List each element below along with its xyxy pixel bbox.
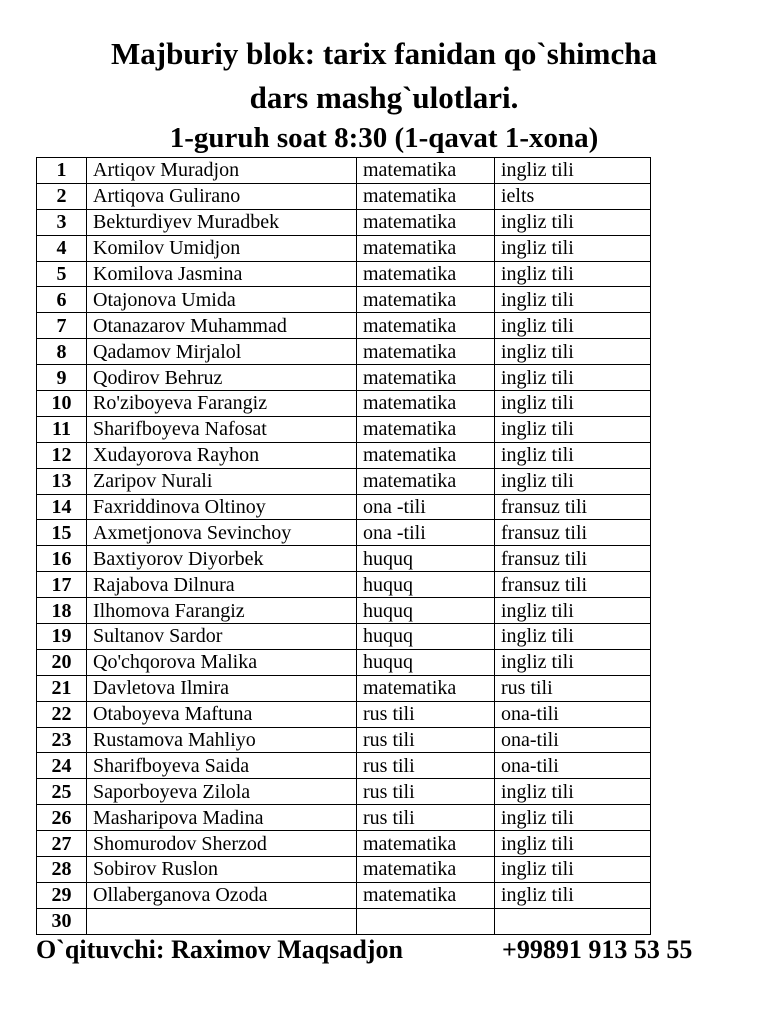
- student-name: Rajabova Dilnura: [87, 572, 357, 598]
- student-name: [87, 908, 357, 934]
- row-number: 1: [37, 158, 87, 184]
- student-name: Sharifboyeva Saida: [87, 753, 357, 779]
- row-number: 14: [37, 494, 87, 520]
- subject-2: ingliz tili: [495, 857, 651, 883]
- row-number: 18: [37, 598, 87, 624]
- subject-1: ona -tili: [357, 520, 495, 546]
- subject-2: ingliz tili: [495, 624, 651, 650]
- subject-2: ingliz tili: [495, 158, 651, 184]
- teacher-phone: +99891 913 53 55: [502, 935, 693, 964]
- subject-2: ingliz tili: [495, 339, 651, 365]
- student-name: Sobirov Ruslon: [87, 857, 357, 883]
- subject-1: huquq: [357, 598, 495, 624]
- student-name: Davletova Ilmira: [87, 675, 357, 701]
- table-row: [37, 494, 651, 520]
- subject-2: ingliz tili: [495, 831, 651, 857]
- subject-2: [495, 908, 651, 934]
- subject-1: rus tili: [357, 727, 495, 753]
- table-row: [37, 442, 651, 468]
- student-name: Shomurodov Sherzod: [87, 831, 357, 857]
- student-name: Otajonova Umida: [87, 287, 357, 313]
- subject-2: fransuz tili: [495, 572, 651, 598]
- student-name: Saporboyeva Zilola: [87, 779, 357, 805]
- table-row: [37, 365, 651, 391]
- student-name: Zaripov Nurali: [87, 468, 357, 494]
- table-row: [37, 339, 651, 365]
- subject-1: matematika: [357, 365, 495, 391]
- subject-2: ielts: [495, 183, 651, 209]
- table-row: [37, 546, 651, 572]
- row-number: 29: [37, 882, 87, 908]
- subject-1: matematika: [357, 235, 495, 261]
- row-number: 23: [37, 727, 87, 753]
- subject-2: ona-tili: [495, 727, 651, 753]
- subject-2: fransuz tili: [495, 546, 651, 572]
- row-number: 17: [37, 572, 87, 598]
- table-row: [37, 675, 651, 701]
- table-row: [37, 520, 651, 546]
- table-row: [37, 908, 651, 934]
- student-name: Xudayorova Rayhon: [87, 442, 357, 468]
- table-row: [37, 209, 651, 235]
- student-name: Artiqova Gulirano: [87, 183, 357, 209]
- subject-2: ingliz tili: [495, 649, 651, 675]
- student-name: Sharifboyeva Nafosat: [87, 416, 357, 442]
- subject-1: huquq: [357, 624, 495, 650]
- row-number: 13: [37, 468, 87, 494]
- row-number: 12: [37, 442, 87, 468]
- page-title-line-2: dars mashg`ulotlari.: [249, 80, 519, 115]
- row-number: 21: [37, 675, 87, 701]
- student-name: Baxtiyorov Diyorbek: [87, 546, 357, 572]
- subject-2: ingliz tili: [495, 235, 651, 261]
- table-row: [37, 831, 651, 857]
- subject-1: matematika: [357, 183, 495, 209]
- subject-1: matematika: [357, 442, 495, 468]
- table-row: [37, 183, 651, 209]
- student-name: Ilhomova Farangiz: [87, 598, 357, 624]
- subject-2: fransuz tili: [495, 520, 651, 546]
- table-row: [37, 572, 651, 598]
- subject-1: matematika: [357, 468, 495, 494]
- student-name: Ollaberganova Ozoda: [87, 882, 357, 908]
- subject-2: ingliz tili: [495, 261, 651, 287]
- subject-1: matematika: [357, 831, 495, 857]
- student-name: Masharipova Madina: [87, 805, 357, 831]
- table-row: [37, 882, 651, 908]
- row-number: 7: [37, 313, 87, 339]
- row-number: 16: [37, 546, 87, 572]
- table-row: [37, 391, 651, 417]
- row-number: 4: [37, 235, 87, 261]
- subject-2: ingliz tili: [495, 287, 651, 313]
- subject-1: rus tili: [357, 701, 495, 727]
- table-row: [37, 753, 651, 779]
- subject-2: ingliz tili: [495, 209, 651, 235]
- table-row: [37, 701, 651, 727]
- student-roster-table: [36, 157, 651, 935]
- subject-1: ona -tili: [357, 494, 495, 520]
- table-row: [37, 779, 651, 805]
- table-row: [37, 624, 651, 650]
- row-number: 11: [37, 416, 87, 442]
- subject-2: ingliz tili: [495, 313, 651, 339]
- row-number: 9: [37, 365, 87, 391]
- row-number: 2: [37, 183, 87, 209]
- subject-1: rus tili: [357, 779, 495, 805]
- table-row: [37, 468, 651, 494]
- student-name: Otaboyeva Maftuna: [87, 701, 357, 727]
- subject-1: matematika: [357, 882, 495, 908]
- row-number: 22: [37, 701, 87, 727]
- table-row: [37, 598, 651, 624]
- student-name: Axmetjonova Sevinchoy: [87, 520, 357, 546]
- student-name: Komilova Jasmina: [87, 261, 357, 287]
- subject-1: matematika: [357, 287, 495, 313]
- subject-2: ingliz tili: [495, 416, 651, 442]
- student-name: Qo'chqorova Malika: [87, 649, 357, 675]
- group-subtitle: 1-guruh soat 8:30 (1-qavat 1-xona): [169, 122, 599, 154]
- subject-1: matematika: [357, 416, 495, 442]
- subject-1: matematika: [357, 158, 495, 184]
- student-name: Ro'ziboyeva Farangiz: [87, 391, 357, 417]
- row-number: 6: [37, 287, 87, 313]
- subject-1: matematika: [357, 313, 495, 339]
- row-number: 3: [37, 209, 87, 235]
- subject-1: huquq: [357, 572, 495, 598]
- subject-1: matematika: [357, 261, 495, 287]
- subject-1: rus tili: [357, 805, 495, 831]
- subject-1: rus tili: [357, 753, 495, 779]
- subject-1: huquq: [357, 649, 495, 675]
- table-row: [37, 287, 651, 313]
- subject-2: ona-tili: [495, 753, 651, 779]
- table-row: [37, 857, 651, 883]
- teacher-name: O`qituvchi: Raximov Maqsadjon: [36, 935, 403, 964]
- subject-2: fransuz tili: [495, 494, 651, 520]
- subject-1: matematika: [357, 391, 495, 417]
- subject-2: ingliz tili: [495, 468, 651, 494]
- row-number: 8: [37, 339, 87, 365]
- subject-2: ona-tili: [495, 701, 651, 727]
- subject-2: rus tili: [495, 675, 651, 701]
- table-row: [37, 261, 651, 287]
- subject-2: ingliz tili: [495, 882, 651, 908]
- row-number: 19: [37, 624, 87, 650]
- student-name: Qodirov Behruz: [87, 365, 357, 391]
- student-name: Komilov Umidjon: [87, 235, 357, 261]
- student-name: Qadamov Mirjalol: [87, 339, 357, 365]
- student-name: Rustamova Mahliyo: [87, 727, 357, 753]
- row-number: 15: [37, 520, 87, 546]
- row-number: 5: [37, 261, 87, 287]
- student-name: Bekturdiyev Muradbek: [87, 209, 357, 235]
- row-number: 27: [37, 831, 87, 857]
- table-row: [37, 235, 651, 261]
- subject-2: ingliz tili: [495, 365, 651, 391]
- student-name: Artiqov Muradjon: [87, 158, 357, 184]
- subject-2: ingliz tili: [495, 779, 651, 805]
- subject-2: ingliz tili: [495, 598, 651, 624]
- table-row: [37, 805, 651, 831]
- subject-1: matematika: [357, 339, 495, 365]
- student-name: Sultanov Sardor: [87, 624, 357, 650]
- subject-1: huquq: [357, 546, 495, 572]
- subject-1: matematika: [357, 209, 495, 235]
- row-number: 20: [37, 649, 87, 675]
- table-row: [37, 416, 651, 442]
- subject-1: matematika: [357, 675, 495, 701]
- table-row: [37, 313, 651, 339]
- teacher-footer: [36, 932, 736, 968]
- row-number: 10: [37, 391, 87, 417]
- student-roster-body: [37, 158, 651, 935]
- student-name: Otanazarov Muhammad: [87, 313, 357, 339]
- table-row: [37, 727, 651, 753]
- page-title-line-1: Majburiy blok: tarix fanidan qo`shimcha: [110, 36, 657, 71]
- row-number: 25: [37, 779, 87, 805]
- subject-1: [357, 908, 495, 934]
- table-row: [37, 649, 651, 675]
- subject-1: matematika: [357, 857, 495, 883]
- table-row: [37, 158, 651, 184]
- row-number: 26: [37, 805, 87, 831]
- row-number: 30: [37, 908, 87, 934]
- row-number: 24: [37, 753, 87, 779]
- student-name: Faxriddinova Oltinoy: [87, 494, 357, 520]
- row-number: 28: [37, 857, 87, 883]
- subject-2: ingliz tili: [495, 391, 651, 417]
- subject-2: ingliz tili: [495, 805, 651, 831]
- subject-2: ingliz tili: [495, 442, 651, 468]
